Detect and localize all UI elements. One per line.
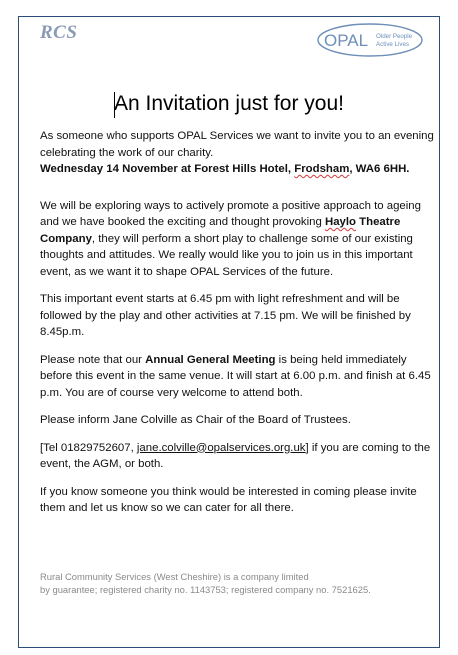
paragraph-contact: [Tel 01829752607, jane.colville@opalservices.org.uk] if you are coming to the event, the AGM, or both. <box>40 441 431 470</box>
spellcheck-haylo: Haylo <box>324 216 357 228</box>
page-title: An Invitation just for you! <box>114 92 344 115</box>
email-link[interactable]: jane.colville@opalservices.org.uk <box>136 441 306 454</box>
rcs-logo: RCS <box>40 22 78 43</box>
spellcheck-frodsham: Frodsham <box>294 163 350 175</box>
document-body <box>40 128 436 528</box>
agm-label: Annual General Meeting <box>145 353 276 366</box>
opal-logo-name: OPAL <box>324 31 369 50</box>
paragraph-agm: Please note that our Annual General Meeting is being held immediately before this event in the same venue. It will start at 6.00 p.m. and finish at 6.45 p.m. You are of course very welcome to attend both. <box>40 353 431 399</box>
paragraph-inform: Please inform Jane Colville as Chair of the Board of Trustees. <box>40 414 351 426</box>
footer-legal <box>40 570 436 596</box>
footer-line-1: Rural Community Services (West Cheshire) is a company limited <box>40 571 309 582</box>
intro-text: As someone who supports OPAL Services we want to invite you to an evening celebrating the work of our charity. <box>40 130 434 159</box>
footer-line-2: by guarantee; registered charity no. 1143753; registered company no. 7521625. <box>40 584 371 595</box>
paragraph-invite-others: If you know someone you think would be interested in coming please invite them and let us know so we can cater for all there. <box>40 485 417 514</box>
theatre-company-name: Haylo Theatre Company <box>40 216 401 245</box>
opal-logo <box>316 22 424 58</box>
paragraph-theatre: We will be exploring ways to actively promote a positive approach to ageing and we have booked the exciting and thought provoking Haylo Theatre Company, they will perform a short play to challenge some of our existing thoughts and attitudes. We really would like you to join us in this important event, as we want it to shape OPAL Services of the future. <box>40 199 421 278</box>
opal-logo-tagline-1: Older People <box>376 33 413 40</box>
intro-paragraph <box>40 128 436 178</box>
opal-logo-tagline-2: Active Lives <box>376 41 410 48</box>
paragraph-times: This important event starts at 6.45 pm with light refreshment and will be followed by the play and other activities at 7.15 pm. We will be finished by 8.45p.m. <box>40 293 411 338</box>
event-date-location: Wednesday 14 November at Forest Hills Hotel, Frodsham, WA6 6HH. <box>40 163 410 175</box>
